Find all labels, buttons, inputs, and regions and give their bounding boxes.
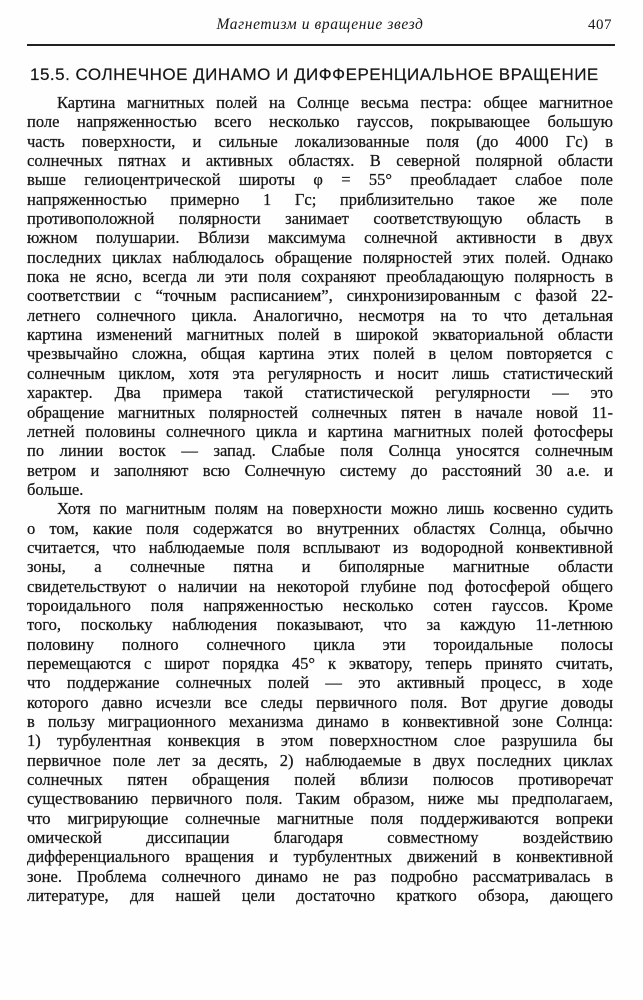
text-line: что поддержание солнечных полей — это активный процесс, в ходе bbox=[27, 673, 613, 693]
text-line: считается, что наблюдаемые поля всплывают из водородной конвективной bbox=[27, 537, 613, 557]
body-text bbox=[27, 93, 613, 905]
text-line: южном полушарии. Вблизи максимума солнечной активности в двух bbox=[27, 228, 613, 248]
text-line: солнечным циклом, хотя эта регулярность и носит лишь статистический bbox=[27, 363, 613, 383]
text-line: чрезвычайно сложна, общая картина этих полей в целом повторяется с bbox=[27, 344, 613, 364]
text-line: половину полного солнечного цикла эти тороидальные полосы bbox=[27, 634, 613, 654]
text-line: тороидального поля напряженностью несколько сотен гауссов. Кроме bbox=[27, 595, 613, 615]
header-rule bbox=[27, 44, 615, 46]
text-line: о том, какие поля содержатся во внутренних областях Солнца, обычно bbox=[27, 518, 613, 538]
text-line: солнечных пятнах и активных областях. В северной полярной области bbox=[27, 151, 613, 171]
text-line: перемещаются с широт порядка 45° к экватору, теперь принято считать, bbox=[27, 653, 613, 673]
text-line: соответствии с “точным расписанием”, синхронизированным с фазой 22- bbox=[27, 286, 613, 306]
section-heading: 15.5. СОЛНЕЧНОЕ ДИНАМО И ДИФФЕРЕНЦИАЛЬНОЕ ВРАЩЕНИЕ bbox=[30, 65, 599, 84]
page-number: 407 bbox=[588, 17, 612, 33]
text-line: ветром и заполняют всю Солнечную систему до расстояний 30 а.е. и bbox=[27, 460, 613, 480]
text-line: существованию первичного поля. Таким образом, ниже мы предполагаем, bbox=[27, 789, 613, 809]
running-header bbox=[0, 15, 643, 35]
paragraph bbox=[27, 93, 613, 499]
text-line: картина изменений магнитных полей в широкой экваториальной области bbox=[27, 325, 613, 345]
text-line: в пользу миграционного механизма динамо в конвективной зоне Солнца: bbox=[27, 712, 613, 731]
text-line: солнечных пятен обращения полей вблизи полюсов противоречат bbox=[27, 770, 613, 790]
text-line: Хотя по магнитным полям на поверхности можно лишь косвенно судить bbox=[57, 499, 613, 519]
text-line: летнего солнечного цикла. Аналогично, несмотря на то что детальная bbox=[27, 305, 613, 325]
text-line: омической диссипации благодаря совместному воздействию bbox=[27, 828, 613, 848]
text-line: выше гелиоцентрической широты φ = 55° преобладает слабое поле bbox=[27, 170, 613, 190]
text-line: зоны, а солнечные пятна и биполярные магнитные области bbox=[27, 557, 613, 577]
text-line: первичное поле лет за десять, 2) наблюдаемые в двух последних циклах bbox=[27, 750, 613, 770]
text-line: характер. Два примера такой статистической регулярности — это bbox=[27, 383, 613, 403]
text-line: противоположной полярности занимает соответствующую область в bbox=[27, 209, 613, 229]
text-line: часть поверхности, и сильные локализованные поля (до 4000 Гс) в bbox=[27, 131, 613, 151]
text-line: обращение магнитных полярностей солнечных пятен в начале новой 11- bbox=[27, 402, 613, 422]
text-line: пока не ясно, всегда ли эти поля сохраняют преобладающую полярность в bbox=[27, 267, 613, 287]
text-line: по линии восток — запад. Слабые поля Солнца уносятся солнечным bbox=[27, 441, 613, 461]
text-line: напряженностью примерно 1 Гс; приблизительно такое же поле bbox=[27, 189, 613, 209]
paragraph bbox=[27, 499, 613, 905]
text-line: что мигрирующие солнечные магнитные поля поддерживаются вопреки bbox=[27, 808, 613, 828]
text-line: больше. bbox=[27, 479, 84, 499]
text-line: летней половины солнечного цикла и картина магнитных полей фотосферы bbox=[27, 421, 613, 441]
text-line: последних циклах наблюдалось обращение полярностей этих полей. Однако bbox=[27, 247, 613, 267]
text-line: Картина магнитных полей на Солнце весьма пестра: общее магнитное bbox=[57, 93, 613, 112]
text-line: которого давно исчезли все следы первичного поля. Вот другие доводы bbox=[27, 692, 613, 712]
text-line: дифференциального вращения и турбулентных движений в конвективной bbox=[27, 847, 613, 867]
text-line: свидетельствуют о наличии на некоторой глубине под фотосферой общего bbox=[27, 576, 613, 596]
text-line: поле напряженностью всего несколько гауссов, покрывающее большую bbox=[27, 112, 613, 132]
text-line: зоне. Проблема солнечного динамо не раз подробно рассматривалась в bbox=[27, 866, 613, 886]
text-line: литературе, для нашей цели достаточно краткого обзора, дающего bbox=[27, 886, 613, 906]
text-line: 1) турбулентная конвекция в этом поверхностном слое разрушила бы bbox=[27, 731, 613, 751]
text-line: того, поскольку наблюдения показывают, что за каждую 11-летнюю bbox=[27, 615, 613, 635]
running-title: Магнетизм и вращение звезд bbox=[216, 16, 424, 33]
